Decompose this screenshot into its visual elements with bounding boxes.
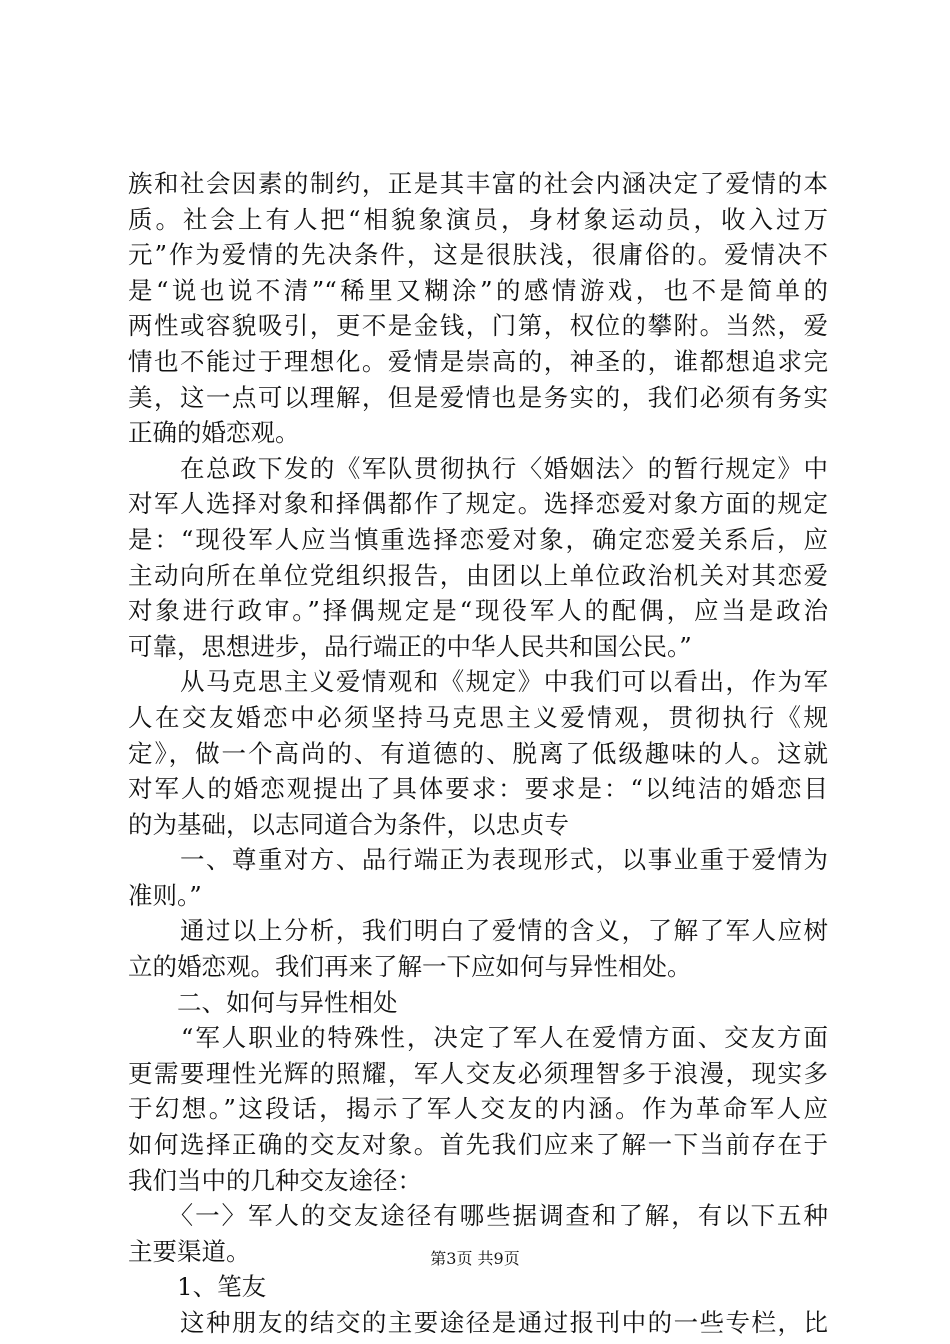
document-body <box>128 166 828 1341</box>
text-line: 立的婚恋观。我们再来了解一下应如何与异性相处。 <box>128 952 692 982</box>
text-line: 美，这一点可以理解，但是爱情也是务实的，我们必须有务实 <box>128 382 828 412</box>
text-line: 更需要理性光辉的照耀，军人交友必须理智多于浪漫，现实多 <box>128 1058 828 1088</box>
text-line: 于幻想。”这段话，揭示了军人交友的内涵。作为革命军人应 <box>128 1094 828 1124</box>
text-line: “军人职业的特殊性，决定了军人在爱情方面、交友方面 <box>128 1023 828 1053</box>
text-line: 从马克思主义爱情观和《规定》中我们可以看出，作为军 <box>128 667 828 697</box>
text-line: 主要渠道。 <box>128 1236 251 1266</box>
text-line: 一、尊重对方、品行端正为表现形式，以事业重于爱情为 <box>128 845 828 875</box>
text-line: 人在交友婚恋中必须坚持马克思主义爱情观，贯彻执行《规 <box>128 702 828 732</box>
text-line: 主动向所在单位党组织报告，由团以上单位政治机关对其恋爱 <box>128 560 828 590</box>
text-line: 是“说也说不清”“稀里又糊涂”的感情游戏，也不是简单的 <box>128 275 828 305</box>
text-line: 〈一〉军人的交友途径有哪些据调查和了解，有以下五种 <box>128 1201 828 1231</box>
text-line: 1、笔友 <box>128 1272 267 1302</box>
text-line: 这种朋友的结交的主要途径是通过报刊中的一些专栏，比 <box>128 1308 828 1337</box>
text-line: 两性或容貌吸引，更不是金钱，门第，权位的攀附。当然，爱 <box>128 311 828 341</box>
text-line: 对军人的婚恋观提出了具体要求：要求是：“以纯洁的婚恋目 <box>128 774 828 804</box>
text-line: 二、如何与异性相处 <box>128 987 398 1017</box>
text-line: 可靠，思想进步，品行端正的中华人民共和国公民。” <box>128 631 692 661</box>
text-line: 的为基础，以志同道合为条件，以忠贞专 <box>128 809 569 839</box>
page-footer: 第3页 共9页 <box>430 1249 520 1268</box>
text-line: 准则。” <box>128 880 202 910</box>
text-line: 对象进行政审。”择偶规定是“现役军人的配偶，应当是政治 <box>128 596 828 626</box>
text-line: 情也不能过于理想化。爱情是崇高的，神圣的，谁都想追求完 <box>128 346 828 376</box>
text-line: 在总政下发的《军队贯彻执行〈婚姻法〉的暂行规定》中 <box>128 453 828 483</box>
text-line: 元”作为爱情的先决条件，这是很肤浅，很庸俗的。爱情决不 <box>128 240 828 270</box>
text-line: 是：“现役军人应当慎重选择恋爱对象，确定恋爱关系后，应 <box>128 524 828 554</box>
text-line: 对军人选择对象和择偶都作了规定。选择恋爱对象方面的规定 <box>128 489 828 519</box>
text-line: 质。社会上有人把“相貌象演员，身材象运动员，收入过万 <box>128 204 828 234</box>
text-line: 正确的婚恋观。 <box>128 418 300 448</box>
text-line: 通过以上分析，我们明白了爱情的含义，了解了军人应树 <box>128 916 828 946</box>
text-line: 族和社会因素的制约，正是其丰富的社会内涵决定了爱情的本 <box>128 169 828 198</box>
text-line: 如何选择正确的交友对象。首先我们应来了解一下当前存在于 <box>128 1130 828 1160</box>
text-line: 我们当中的几种交友途径： <box>128 1165 422 1195</box>
text-line: 定》，做一个高尚的、有道德的、脱离了低级趣味的人。这就 <box>128 738 828 768</box>
